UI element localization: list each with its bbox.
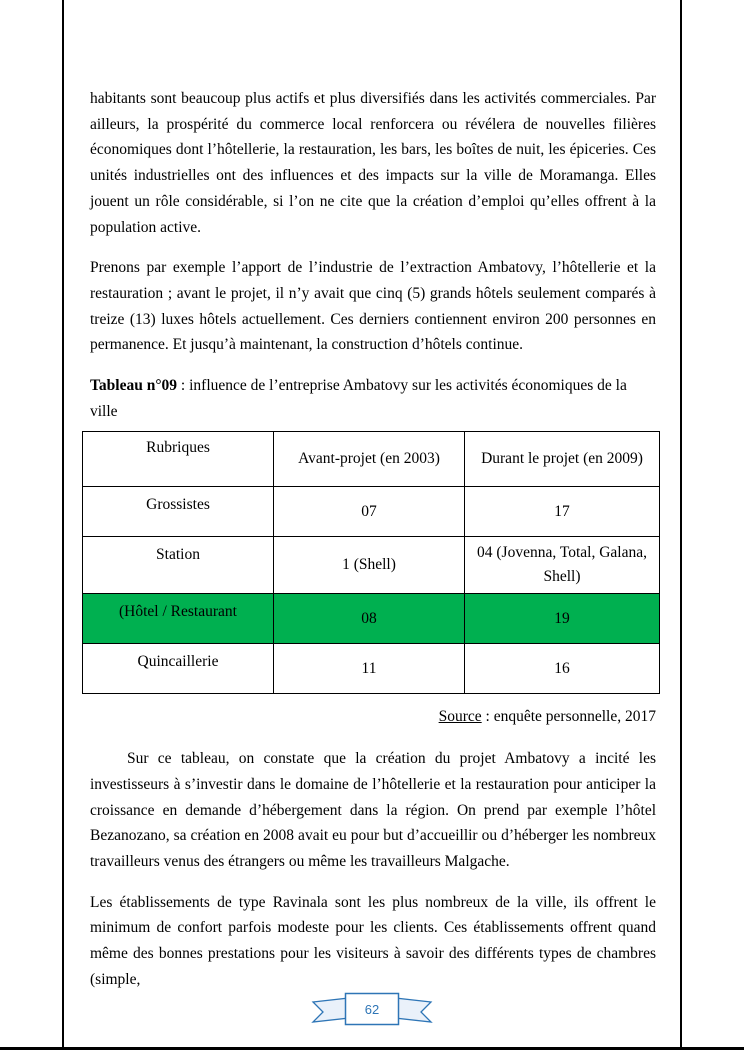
cell-avant-projet: 11: [274, 644, 465, 694]
table-header-row: [83, 432, 660, 487]
table-caption-label: Tableau n°09: [90, 377, 178, 395]
header-durant-projet: Durant le projet (en 2009): [465, 432, 660, 487]
header-avant-projet: Avant-projet (en 2003): [274, 432, 465, 487]
cell-rubrique: Grossistes: [83, 487, 274, 537]
cell-rubrique: Quincaillerie: [83, 644, 274, 694]
ribbon-right-tail: [395, 998, 431, 1022]
page-border-bottom: [0, 1047, 744, 1050]
header-rubriques: Rubriques: [83, 432, 274, 487]
source-line: [90, 704, 656, 730]
cell-avant-projet: 1 (Shell): [274, 537, 465, 594]
table-row-hotel-restaurant: [83, 594, 660, 644]
paragraph-ravinala: Les établissements de type Ravinala sont les plus nombreux de la ville, ils offrent le minimum de confort parfois modeste pour les clients. Ces établissements offrent quand même des bonnes prestations pour les visiteurs à savoir des différents types de chambres (simple,: [90, 893, 656, 988]
table-row-quincaillerie: [83, 644, 660, 694]
cell-durant-projet: 17: [465, 487, 660, 537]
page-number-ribbon: [309, 988, 435, 1030]
cell-rubrique: (Hôtel / Restaurant: [83, 594, 274, 644]
cell-durant-projet: 19: [465, 594, 660, 644]
page-content: [90, 86, 656, 1007]
ribbon-graphic: [309, 988, 435, 1030]
cell-avant-projet: 07: [274, 487, 465, 537]
table-row-station: [83, 537, 660, 594]
table-caption: [90, 373, 656, 424]
paragraph-hotels-ambatovy: Prenons par exemple l’apport de l’industrie de l’extraction Ambatovy, l’hôtellerie et la restauration ; avant le projet, il n’y avait que cinq (5) grands hôtels seulement comparés à treize (13) luxes hôtels actuellement. Ces derniers contiennent environ 200 personnes en permanence. Et jusqu’à maintenant, la construction d’hôtels continue.: [90, 259, 656, 354]
table-caption-text: : influence de l’entreprise Ambatovy sur les activités économiques de la ville: [90, 377, 627, 420]
source-text: : enquête personnelle, 2017: [481, 708, 656, 726]
ambatovy-influence-table: [82, 431, 660, 694]
page-border-left: [62, 0, 64, 1047]
ribbon-left-tail: [313, 998, 349, 1022]
paragraph-commerce-local: habitants sont beaucoup plus actifs et plus diversifiés dans les activités commerciales. Par ailleurs, la prospérité du commerce local renforcera ou révélera de nouvelles filières économiques dont l’hôtellerie, la restauration, les bars, les boîtes de nuit, les épiceries. Ces unités industrielles ont des influences et des impacts sur la ville de Moramanga. Elles jouent un rôle considérable, si l’on ne cite que la création d’emploi qu’elles offrent à la population active.: [90, 90, 656, 236]
page-number: 62: [364, 1002, 380, 1017]
paragraph-tableau-analyse: Sur ce tableau, on constate que la création du projet Ambatovy a incité les investisseurs à s’investir dans le domaine de l’hôtellerie et la restauration pour anticiper la croissance en demande d’hébergement dans la région. On prend par exemple l’hôtel Bezanozano, sa création en 2008 avait eu pour but d’accueillir ou d’héberger les nombreux travailleurs venus des étrangers ou même les travailleurs Malgache.: [90, 750, 656, 870]
cell-rubrique: Station: [83, 537, 274, 594]
cell-durant-projet: 16: [465, 644, 660, 694]
table-row-grossistes: [83, 487, 660, 537]
page-border-right: [680, 0, 682, 1047]
source-label: Source: [438, 708, 482, 726]
cell-avant-projet: 08: [274, 594, 465, 644]
cell-durant-projet: 04 (Jovenna, Total, Galana, Shell): [465, 537, 660, 594]
